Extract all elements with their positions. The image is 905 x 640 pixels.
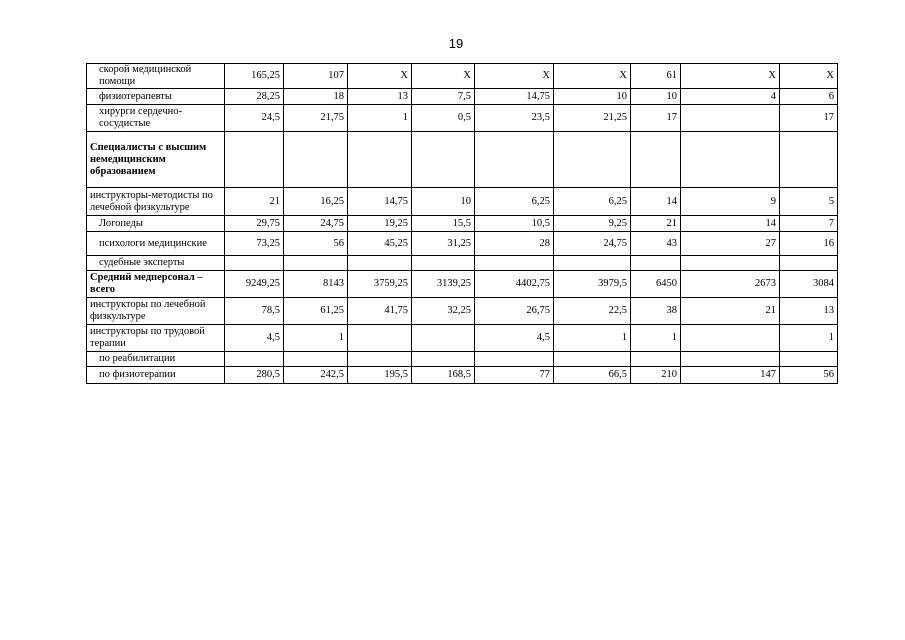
table-cell xyxy=(780,256,838,271)
table-row xyxy=(87,298,838,325)
table-cell: 3084 xyxy=(780,271,838,298)
table-row xyxy=(87,367,838,384)
row-label: по реабилитации xyxy=(87,352,225,367)
row-label: скорой медицинской помощи xyxy=(87,64,225,89)
table-cell: 4,5 xyxy=(475,325,554,352)
table-cell xyxy=(225,132,284,188)
table-cell: 27 xyxy=(681,232,780,256)
table-cell: Х xyxy=(348,64,412,89)
row-label: инструкторы-методисты по лечебной физкультуре xyxy=(87,188,225,216)
row-label: инструкторы по лечебной физкультуре xyxy=(87,298,225,325)
table-cell xyxy=(780,352,838,367)
table-row xyxy=(87,64,838,89)
table-cell xyxy=(554,352,631,367)
table-cell: 4402,75 xyxy=(475,271,554,298)
table-cell xyxy=(225,256,284,271)
table-cell: 9 xyxy=(681,188,780,216)
table-cell: 66,5 xyxy=(554,367,631,384)
table-cell: 45,25 xyxy=(348,232,412,256)
table-cell: 26,75 xyxy=(475,298,554,325)
row-label: хирурги сердечно-сосудистые xyxy=(87,105,225,132)
table-cell xyxy=(681,105,780,132)
table-cell: 1 xyxy=(284,325,348,352)
table-cell xyxy=(412,132,475,188)
table-cell: 4,5 xyxy=(225,325,284,352)
row-label: Средний медперсонал – всего xyxy=(87,271,225,298)
page-number: 19 xyxy=(448,36,464,51)
table-cell: 77 xyxy=(475,367,554,384)
table-cell: 2673 xyxy=(681,271,780,298)
table-cell: 1 xyxy=(554,325,631,352)
table-cell: 23,5 xyxy=(475,105,554,132)
table-cell: 9249,25 xyxy=(225,271,284,298)
table-cell: 32,25 xyxy=(412,298,475,325)
table-cell: 21 xyxy=(631,216,681,232)
row-label: физиотерапевты xyxy=(87,89,225,105)
table-cell: 21,75 xyxy=(284,105,348,132)
table-row xyxy=(87,232,838,256)
table-cell: 6,25 xyxy=(475,188,554,216)
table-cell: 210 xyxy=(631,367,681,384)
table-cell: 56 xyxy=(284,232,348,256)
table-cell: 7,5 xyxy=(412,89,475,105)
table-cell: 13 xyxy=(780,298,838,325)
table-cell: 10 xyxy=(631,89,681,105)
table-cell: Х xyxy=(681,64,780,89)
table-row xyxy=(87,188,838,216)
table-cell: Х xyxy=(412,64,475,89)
table-cell: 9,25 xyxy=(554,216,631,232)
table-cell: 107 xyxy=(284,64,348,89)
table-cell: 168,5 xyxy=(412,367,475,384)
table-cell: 43 xyxy=(631,232,681,256)
table-cell xyxy=(225,352,284,367)
row-label: Логопеды xyxy=(87,216,225,232)
table-cell: 56 xyxy=(780,367,838,384)
table-cell: 16 xyxy=(780,232,838,256)
table-cell: 280,5 xyxy=(225,367,284,384)
table-cell: Х xyxy=(780,64,838,89)
table-cell xyxy=(348,132,412,188)
table-cell: 28 xyxy=(475,232,554,256)
table-cell: 61,25 xyxy=(284,298,348,325)
table-row xyxy=(87,216,838,232)
table-cell xyxy=(412,256,475,271)
table-cell xyxy=(475,256,554,271)
table-cell: 73,25 xyxy=(225,232,284,256)
table-cell: 16,25 xyxy=(284,188,348,216)
table-cell: 61 xyxy=(631,64,681,89)
table-cell xyxy=(554,132,631,188)
table-cell xyxy=(681,256,780,271)
table-cell: 5 xyxy=(780,188,838,216)
table-cell: 21 xyxy=(225,188,284,216)
table-cell xyxy=(631,256,681,271)
table-cell: 147 xyxy=(681,367,780,384)
row-label: судебные эксперты xyxy=(87,256,225,271)
table-cell: 15,5 xyxy=(412,216,475,232)
table-cell xyxy=(348,256,412,271)
table-cell: 41,75 xyxy=(348,298,412,325)
table-cell: 14,75 xyxy=(348,188,412,216)
data-table xyxy=(86,63,838,384)
table-row xyxy=(87,105,838,132)
table-cell: 24,75 xyxy=(284,216,348,232)
table-cell: 17 xyxy=(780,105,838,132)
row-label: Специалисты с высшим немедицинским образованием xyxy=(87,132,225,188)
table-cell: 14 xyxy=(631,188,681,216)
table-row xyxy=(87,325,838,352)
table-cell: 8143 xyxy=(284,271,348,298)
table-cell: 29,75 xyxy=(225,216,284,232)
row-label: по физиотерапии xyxy=(87,367,225,384)
table-cell: 1 xyxy=(631,325,681,352)
table-cell xyxy=(681,352,780,367)
table-cell xyxy=(554,256,631,271)
row-label: инструкторы по трудовой терапии xyxy=(87,325,225,352)
table-cell xyxy=(348,325,412,352)
table-cell: 31,25 xyxy=(412,232,475,256)
table-cell: 3979,5 xyxy=(554,271,631,298)
table-cell: Х xyxy=(475,64,554,89)
table-row xyxy=(87,271,838,298)
table-row xyxy=(87,352,838,367)
table-cell: 38 xyxy=(631,298,681,325)
table-cell: 18 xyxy=(284,89,348,105)
table-cell: 24,75 xyxy=(554,232,631,256)
table-cell: 6 xyxy=(780,89,838,105)
table-cell xyxy=(412,325,475,352)
table-cell: 1 xyxy=(780,325,838,352)
table-cell xyxy=(780,132,838,188)
table-cell: 13 xyxy=(348,89,412,105)
table-cell: 3139,25 xyxy=(412,271,475,298)
table-cell xyxy=(681,325,780,352)
table-cell: 24,5 xyxy=(225,105,284,132)
table-cell: 21 xyxy=(681,298,780,325)
table-cell xyxy=(631,352,681,367)
table-cell: 10,5 xyxy=(475,216,554,232)
table-cell xyxy=(412,352,475,367)
table-cell xyxy=(348,352,412,367)
table-row xyxy=(87,132,838,188)
row-label: психологи медицинские xyxy=(87,232,225,256)
table-cell xyxy=(475,352,554,367)
table-cell xyxy=(284,352,348,367)
table-cell: 6450 xyxy=(631,271,681,298)
table-cell: 6,25 xyxy=(554,188,631,216)
table-cell: 14 xyxy=(681,216,780,232)
table-cell: 10 xyxy=(412,188,475,216)
table-cell: 1 xyxy=(348,105,412,132)
table-cell: 4 xyxy=(681,89,780,105)
table-cell xyxy=(284,132,348,188)
table-cell: 3759,25 xyxy=(348,271,412,298)
table-cell: 10 xyxy=(554,89,631,105)
table-cell: 21,25 xyxy=(554,105,631,132)
table-cell: 195,5 xyxy=(348,367,412,384)
table-cell: 17 xyxy=(631,105,681,132)
table-cell: Х xyxy=(554,64,631,89)
table-cell: 0,5 xyxy=(412,105,475,132)
table-cell xyxy=(631,132,681,188)
table-cell xyxy=(681,132,780,188)
table-cell: 165,25 xyxy=(225,64,284,89)
table-cell: 28,25 xyxy=(225,89,284,105)
table-cell: 19,25 xyxy=(348,216,412,232)
table-cell: 22,5 xyxy=(554,298,631,325)
table-row xyxy=(87,89,838,105)
table-cell: 7 xyxy=(780,216,838,232)
table-cell xyxy=(284,256,348,271)
table-cell: 242,5 xyxy=(284,367,348,384)
table-cell: 78,5 xyxy=(225,298,284,325)
table-cell xyxy=(475,132,554,188)
table-cell: 14,75 xyxy=(475,89,554,105)
table-row xyxy=(87,256,838,271)
